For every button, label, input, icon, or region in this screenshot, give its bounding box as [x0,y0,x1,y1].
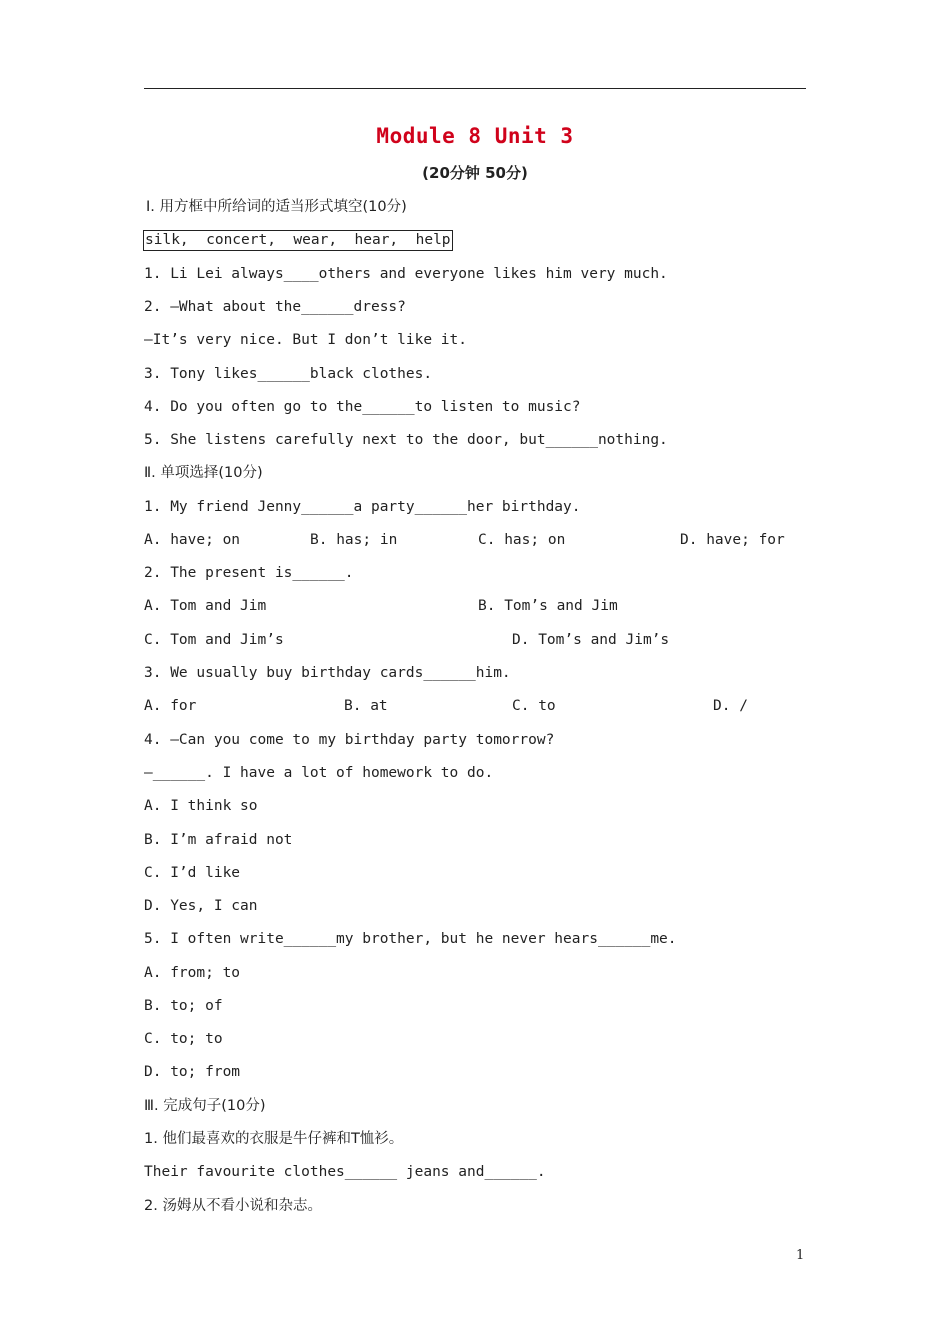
s2-q5-option-c: C. to; to [144,1031,223,1047]
s2-q5-option-b: B. to; of [144,998,223,1014]
header-rule [144,88,806,89]
s3-question-1-english: Their favourite clothes______ jeans and______. [144,1164,546,1180]
s2-q4-option-b: B. I’m afraid not [144,832,293,848]
section3-heading: Ⅲ. 完成句子(10分) [144,1098,266,1114]
s1-question-5: 5. She listens carefully next to the door, but______nothing. [144,432,668,448]
s2-q3-option-a: A. for [144,698,197,714]
s2-q1-option-a: A. have; on [144,532,241,548]
s1-question-1: 1. Li Lei always____others and everyone likes him very much. [144,266,668,282]
s2-question-2: 2. The present is______. [144,565,354,581]
page-number: 1 [796,1248,805,1263]
section2-heading: Ⅱ. 单项选择(10分) [144,465,263,481]
s3-question-2-chinese: 2. 汤姆从不看小说和杂志。 [144,1198,322,1214]
s2-q2-option-d: D. Tom’s and Jim’s [512,632,670,648]
s2-q4-option-c: C. I’d like [144,865,241,881]
s2-question-4-reply: —______. I have a lot of homework to do. [144,765,494,781]
s2-q1-option-d: D. have; for [680,532,785,548]
word-box: silk, concert, wear, hear, help [143,230,453,251]
s2-question-4: 4. —Can you come to my birthday party tomorrow? [144,732,555,748]
s2-q2-option-b: B. Tom’s and Jim [478,598,618,614]
section1-heading: Ⅰ. 用方框中所给词的适当形式填空(10分) [146,199,407,215]
s2-q1-option-c: C. has; on [478,532,566,548]
s1-question-2: 2. —What about the______dress? [144,299,406,315]
s2-question-1: 1. My friend Jenny______a party______her birthday. [144,499,581,515]
s2-q5-option-a: A. from; to [144,965,241,981]
s3-question-1-chinese: 1. 他们最喜欢的衣服是牛仔裤和T恤衫。 [144,1131,404,1147]
s1-question-2-reply: —It’s very nice. But I don’t like it. [144,332,468,348]
s1-question-4: 4. Do you often go to the______to listen to music? [144,399,581,415]
s2-q5-option-d: D. to; from [144,1064,241,1080]
s2-q2-option-c: C. Tom and Jim’s [144,632,284,648]
page-title: Module 8 Unit 3 [376,124,574,148]
s2-q4-option-a: A. I think so [144,798,258,814]
s1-question-3: 3. Tony likes______black clothes. [144,366,433,382]
s2-q3-option-d: D. / [713,698,748,714]
s2-q2-option-a: A. Tom and Jim [144,598,267,614]
s2-q3-option-b: B. at [344,698,388,714]
s2-question-5: 5. I often write______my brother, but he never hears______me. [144,931,677,947]
page-subtitle: (20分钟 50分) [422,164,528,182]
s2-q4-option-d: D. Yes, I can [144,898,258,914]
s2-q3-option-c: C. to [512,698,556,714]
s2-question-3: 3. We usually buy birthday cards______him. [144,665,511,681]
s2-q1-option-b: B. has; in [310,532,398,548]
